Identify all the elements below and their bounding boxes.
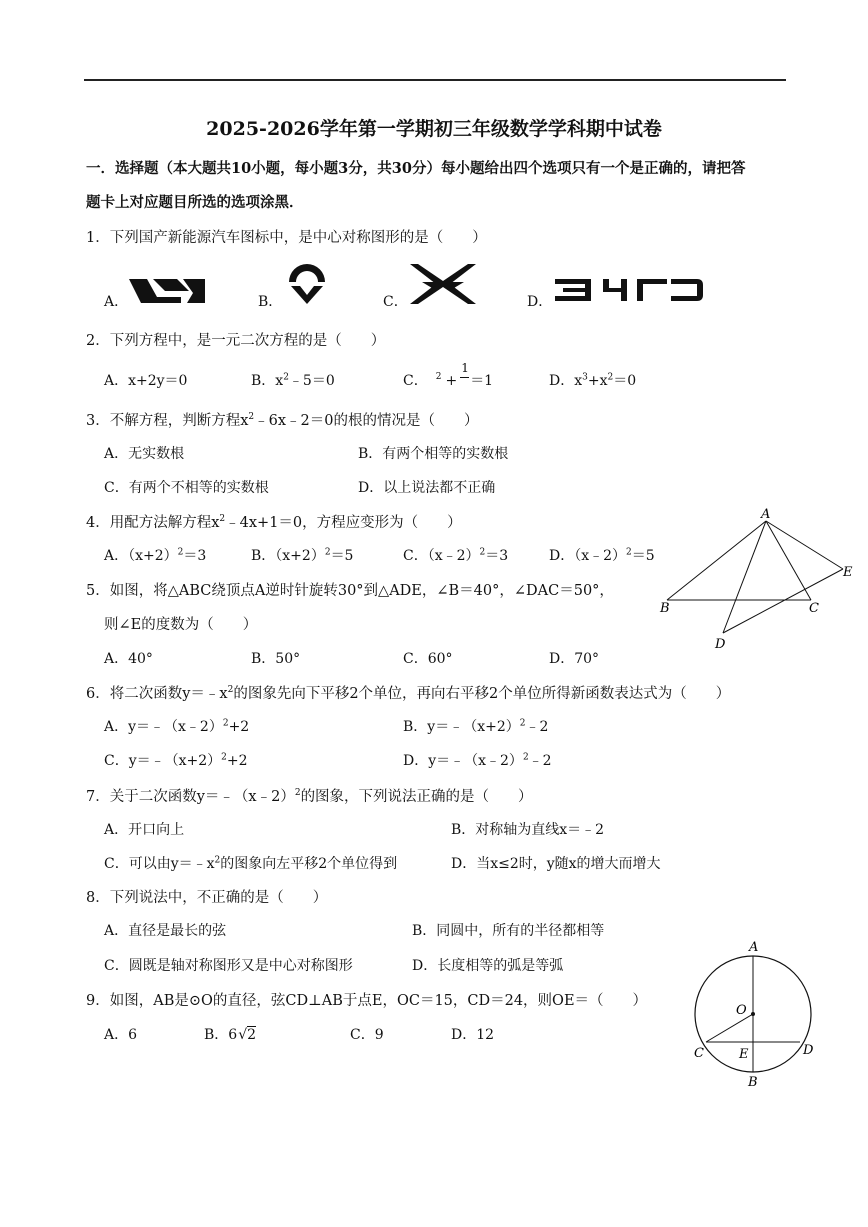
q4-option-a[interactable]: [104, 545, 206, 565]
q1-stem: 1．下列国产新能源汽车图标中，是中心对称图形的是（ ）: [86, 230, 487, 246]
q6-stem-post: 的图象先向下平移2个单位，再向右平移2个单位所得新函数表达式为（ ）: [233, 686, 731, 702]
q2-option-c-plus: +: [445, 373, 458, 389]
q2-option-b[interactable]: [251, 370, 335, 390]
q6-option-d[interactable]: [403, 750, 552, 770]
q8-stem: 8．下列说法中，不正确的是（ ）: [86, 890, 328, 906]
q9-label-d: D: [803, 1043, 814, 1058]
q9-option-b-radicand: 2: [247, 1027, 257, 1043]
q4-option-c-base: C．（x﹣2）: [403, 548, 480, 564]
q6-option-a-tail: +2: [228, 719, 250, 735]
q6-option-d-tail: ﹣2: [528, 753, 552, 769]
q4-option-b[interactable]: [251, 545, 353, 565]
q6-option-d-base: D．y＝﹣（x﹣2）: [403, 753, 523, 769]
q6-option-a-exp: 2: [222, 718, 229, 729]
q4-option-b-tail: ＝5: [330, 548, 354, 564]
q4-option-d-base: D．（x﹣2）: [549, 548, 627, 564]
q8-option-a[interactable]: A．直径是最长的弦: [104, 923, 227, 939]
q6-option-b-tail: ﹣2: [525, 719, 549, 735]
q6-option-c-tail: +2: [226, 753, 248, 769]
q6-option-a-base: A．y＝﹣（x﹣2）: [104, 719, 223, 735]
q2-option-b-exp: 2: [283, 372, 289, 383]
q9-label-e: E: [739, 1047, 749, 1062]
q1-option-a-label: A．: [104, 294, 129, 310]
q3-stem-pre: 3．不解方程，判断方程x: [86, 413, 249, 429]
q5-triangle-figure: [655, 505, 860, 655]
q7-stem-pre: 7．关于二次函数y＝﹣（x﹣2）: [86, 789, 295, 805]
q5-label-d: D: [715, 637, 726, 652]
header-rule: [84, 79, 786, 81]
q7-option-b[interactable]: B．对称轴为直线x＝﹣2: [451, 822, 605, 838]
q4-option-d-exp: 2: [626, 547, 632, 558]
q2-option-b-tail: ﹣5＝0: [288, 373, 335, 389]
section-heading-line2: 题卡上对应题目所选的选项涂黑．: [86, 194, 304, 211]
q1-option-d-label: D．: [527, 294, 553, 310]
q7-option-c-exp: 2: [214, 855, 221, 866]
q9-circle-figure: [688, 936, 822, 1092]
q6-option-b-base: B．y＝﹣（x+2）: [403, 719, 520, 735]
q2-stem: 2．下列方程中，是一元二次方程的是（ ）: [86, 333, 386, 349]
q4-option-d-tail: ＝5: [631, 548, 655, 564]
q4-option-c-exp: 2: [479, 547, 486, 558]
byd-logo-icon: [555, 279, 703, 301]
q8-option-b[interactable]: B．同圆中，所有的半径都相等: [412, 923, 605, 939]
q2-option-d-mid: +x: [587, 373, 608, 389]
q6-option-d-exp: 2: [522, 752, 529, 763]
q7-option-a[interactable]: A．开口向上: [104, 822, 185, 838]
q5-label-e: E: [843, 565, 853, 580]
q9-label-o: O: [736, 1003, 747, 1018]
q6-stem-pre: 6．将二次函数y＝﹣x: [86, 686, 228, 702]
q8-option-c[interactable]: C．圆既是轴对称图形又是中心对称图形: [104, 958, 353, 974]
q5-label-b: B: [660, 601, 670, 616]
q3-option-c[interactable]: C．有两个不相等的实数根: [104, 480, 269, 496]
q1-option-c-label: C．: [383, 294, 408, 310]
q5-stem-line1: 5．如图，将△ABC绕顶点A逆时针旋转30°到△ADE，∠B＝40°，∠DAC＝50°，: [86, 583, 614, 599]
q7-option-c-base: C．可以由y＝﹣x: [104, 856, 215, 872]
q7-stem: [86, 785, 533, 806]
q6-stem: [86, 682, 730, 703]
q2-option-d[interactable]: [549, 370, 636, 390]
q2-option-a[interactable]: A．x+2y＝0: [104, 373, 188, 389]
q2-option-c-tail: ＝1: [470, 373, 494, 389]
q5-option-a[interactable]: A．40°: [104, 651, 153, 667]
q5-option-c[interactable]: C．60°: [403, 651, 453, 667]
q2-option-c-numerator: 1: [461, 361, 469, 375]
q4-stem-pre: 4．用配方法解方程x: [86, 515, 220, 531]
q6-option-a[interactable]: [104, 716, 249, 736]
xpeng-logo-icon: [410, 264, 476, 304]
q4-stem-exp: 2: [219, 514, 226, 525]
nio-logo-icon: [285, 262, 329, 306]
q4-option-a-exp: 2: [177, 547, 184, 558]
q4-option-c[interactable]: [403, 545, 508, 565]
q6-option-c-base: C．y＝﹣（x+2）: [104, 753, 222, 769]
q3-option-b[interactable]: B．有两个相等的实数根: [358, 446, 509, 462]
q9-label-c: C: [694, 1046, 704, 1061]
q3-stem-post: ﹣6x﹣2＝0的根的情况是（ ）: [254, 413, 479, 429]
q7-stem-post: 的图象，下列说法正确的是（ ）: [300, 789, 533, 805]
q3-option-d[interactable]: D．以上说法都不正确: [358, 480, 496, 496]
q4-option-c-tail: ＝3: [485, 548, 509, 564]
q3-option-a[interactable]: A．无实数根: [104, 446, 185, 462]
q5-stem-line2: 则∠E的度数为（ ）: [104, 617, 258, 633]
q5-label-a: A: [761, 507, 771, 522]
q2-option-b-base: B．x: [251, 373, 284, 389]
q6-stem-exp: 2: [227, 685, 234, 696]
q2-option-d-tail: ＝0: [613, 373, 637, 389]
q8-option-d[interactable]: D．长度相等的弧是等弧: [412, 958, 564, 974]
lynk-logo-icon: [129, 277, 205, 303]
q6-option-c[interactable]: [104, 750, 248, 770]
q2-option-c-fraction: [460, 361, 470, 385]
q6-option-b[interactable]: [403, 716, 548, 736]
q9-option-c[interactable]: C．9: [350, 1027, 384, 1043]
q1-option-b-label: B．: [258, 294, 283, 310]
q4-stem-post: ﹣4x+1＝0，方程应变形为（ ）: [225, 515, 462, 531]
q4-option-a-base: A．（x+2）: [104, 548, 178, 564]
q7-option-c[interactable]: [104, 853, 397, 873]
q5-option-d[interactable]: D．70°: [549, 651, 600, 667]
q2-option-c-label: C．: [403, 373, 428, 389]
q2-option-d-base: D．x: [549, 373, 583, 389]
q2-option-d-exp1: 3: [582, 372, 588, 383]
q9-option-b-coef: B．6: [204, 1027, 238, 1043]
q5-option-b[interactable]: B．50°: [251, 651, 301, 667]
q3-stem: [86, 409, 479, 430]
q7-option-c-tail: 的图象向左平移2个单位得到: [220, 856, 398, 872]
q9-label-b: B: [748, 1075, 758, 1090]
q9-option-d[interactable]: D．12: [451, 1027, 495, 1043]
section-heading-line1: 一．选择题（本大题共10小题，每小题3分，共30分）每小题给出四个选项只有一个是正确的，请把答: [86, 160, 746, 177]
q2-option-c-exp: 2: [435, 372, 442, 383]
q2-option-d-exp2: 2: [607, 372, 614, 383]
q9-option-a[interactable]: A．6: [104, 1027, 138, 1043]
q7-option-d[interactable]: D．当x≤2时，y随x的增大而增大: [451, 856, 661, 872]
q2-option-c[interactable]: [403, 361, 494, 390]
q9-stem: 9．如图，AB是⊙O的直径，弦CD⊥AB于点E，OC＝15，CD＝24，则OE＝（ ）: [86, 993, 648, 1009]
q4-option-b-base: B．（x+2）: [251, 548, 325, 564]
q9-option-b[interactable]: [204, 1024, 256, 1044]
q6-option-c-exp: 2: [221, 752, 227, 763]
q5-label-c: C: [809, 601, 819, 616]
q7-stem-exp: 2: [294, 788, 301, 799]
q6-option-b-exp: 2: [519, 718, 526, 729]
q9-label-a: A: [749, 940, 759, 955]
q3-stem-exp: 2: [248, 412, 255, 423]
q4-option-d[interactable]: [549, 545, 655, 565]
sqrt-icon: √: [238, 1027, 248, 1043]
q4-option-a-tail: ＝3: [183, 548, 207, 564]
q4-stem: [86, 511, 462, 532]
q4-option-b-exp: 2: [324, 547, 331, 558]
page-title: 2025-2026学年第一学期初三年级数学学科期中试卷: [206, 118, 662, 140]
